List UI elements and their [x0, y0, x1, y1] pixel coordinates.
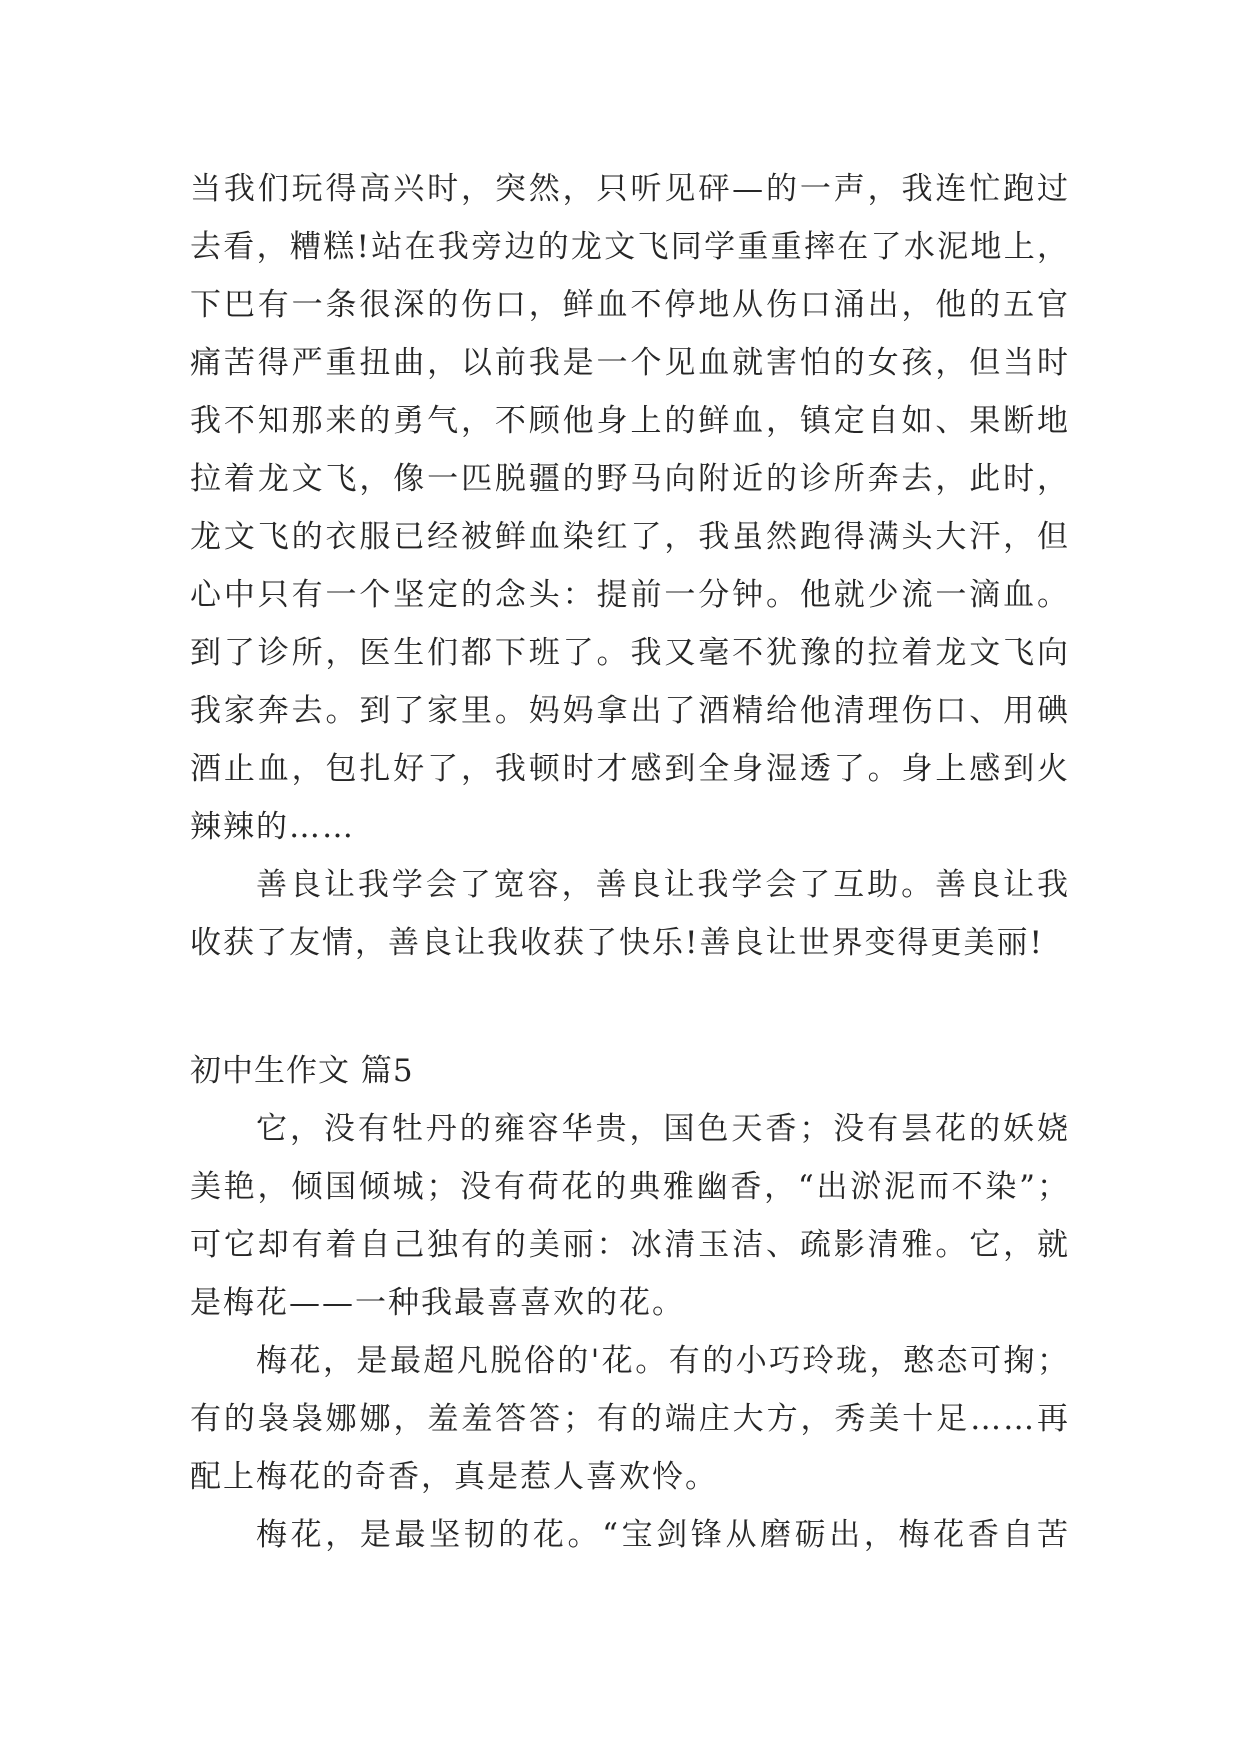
paragraph-kindness-conclusion	[190, 856, 1070, 972]
text-line: 它，没有牡丹的雍容华贵，国色天香；没有昙花的妖娆	[256, 1111, 1070, 1147]
text-line: 到了诊所，医生们都下班了。我又毫不犹豫的拉着龙文飞向	[190, 635, 1070, 671]
text-line: 美艳，倾国倾城；没有荷花的典雅幽香，“出淤泥而不染”；	[190, 1169, 1070, 1205]
text-line: 下巴有一条很深的伤口，鲜血不停地从伤口涌出，他的五官	[190, 287, 1070, 323]
text-line: 我不知那来的勇气，不顾他身上的鲜血，镇定自如、果断地	[190, 403, 1070, 439]
paragraph-plum-resilience	[190, 1506, 1070, 1564]
text-line: 痛苦得严重扭曲，以前我是一个见血就害怕的女孩，但当时	[190, 345, 1070, 381]
text-line: 善良让我学会了宽容，善良让我学会了互助。善良让我	[256, 867, 1070, 903]
text-line: 心中只有一个坚定的念头：提前一分钟。他就少流一滴血。	[190, 577, 1070, 613]
text-line: 当我们玩得高兴时，突然，只听见砰—的一声，我连忙跑过	[190, 171, 1070, 207]
document-body	[190, 160, 1070, 1564]
paragraph-plum-beauty	[190, 1332, 1070, 1506]
text-line: 梅花，是最超凡脱俗的'花。有的小巧玲珑，憨态可掬；	[256, 1343, 1070, 1379]
text-line: 收获了友情，善良让我收获了快乐!善良让世界变得更美丽!	[190, 925, 1044, 961]
text-line: 我家奔去。到了家里。妈妈拿出了酒精给他清理伤口、用碘	[190, 693, 1070, 729]
paragraph-plum-intro	[190, 1100, 1070, 1332]
text-line: 有的袅袅娜娜，羞羞答答；有的端庄大方，秀美十足……再	[190, 1401, 1070, 1437]
text-line: 可它却有着自己独有的美丽：冰清玉洁、疏影清雅。它，就	[190, 1227, 1070, 1263]
text-line: 拉着龙文飞，像一匹脱疆的野马向附近的诊所奔去，此时，	[190, 461, 1070, 497]
text-line: 去看，糟糕!站在我旁边的龙文飞同学重重摔在了水泥地上，	[190, 229, 1070, 265]
paragraph-rescue-story	[190, 160, 1070, 856]
text-line: 是梅花——一种我最喜喜欢的花。	[190, 1285, 685, 1321]
section-heading: 初中生作文 篇5	[190, 1053, 414, 1089]
text-line: 龙文飞的衣服已经被鲜血染红了，我虽然跑得满头大汗，但	[190, 519, 1070, 555]
section-spacer	[190, 972, 1070, 1042]
text-line: 配上梅花的奇香，真是惹人喜欢怜。	[190, 1459, 718, 1495]
text-line: 酒止血，包扎好了，我顿时才感到全身湿透了。身上感到火	[190, 751, 1070, 787]
text-line: 梅花，是最坚韧的花。“宝剑锋从磨砺出，梅花香自苦	[256, 1517, 1070, 1553]
text-line: 辣辣的……	[190, 809, 355, 845]
